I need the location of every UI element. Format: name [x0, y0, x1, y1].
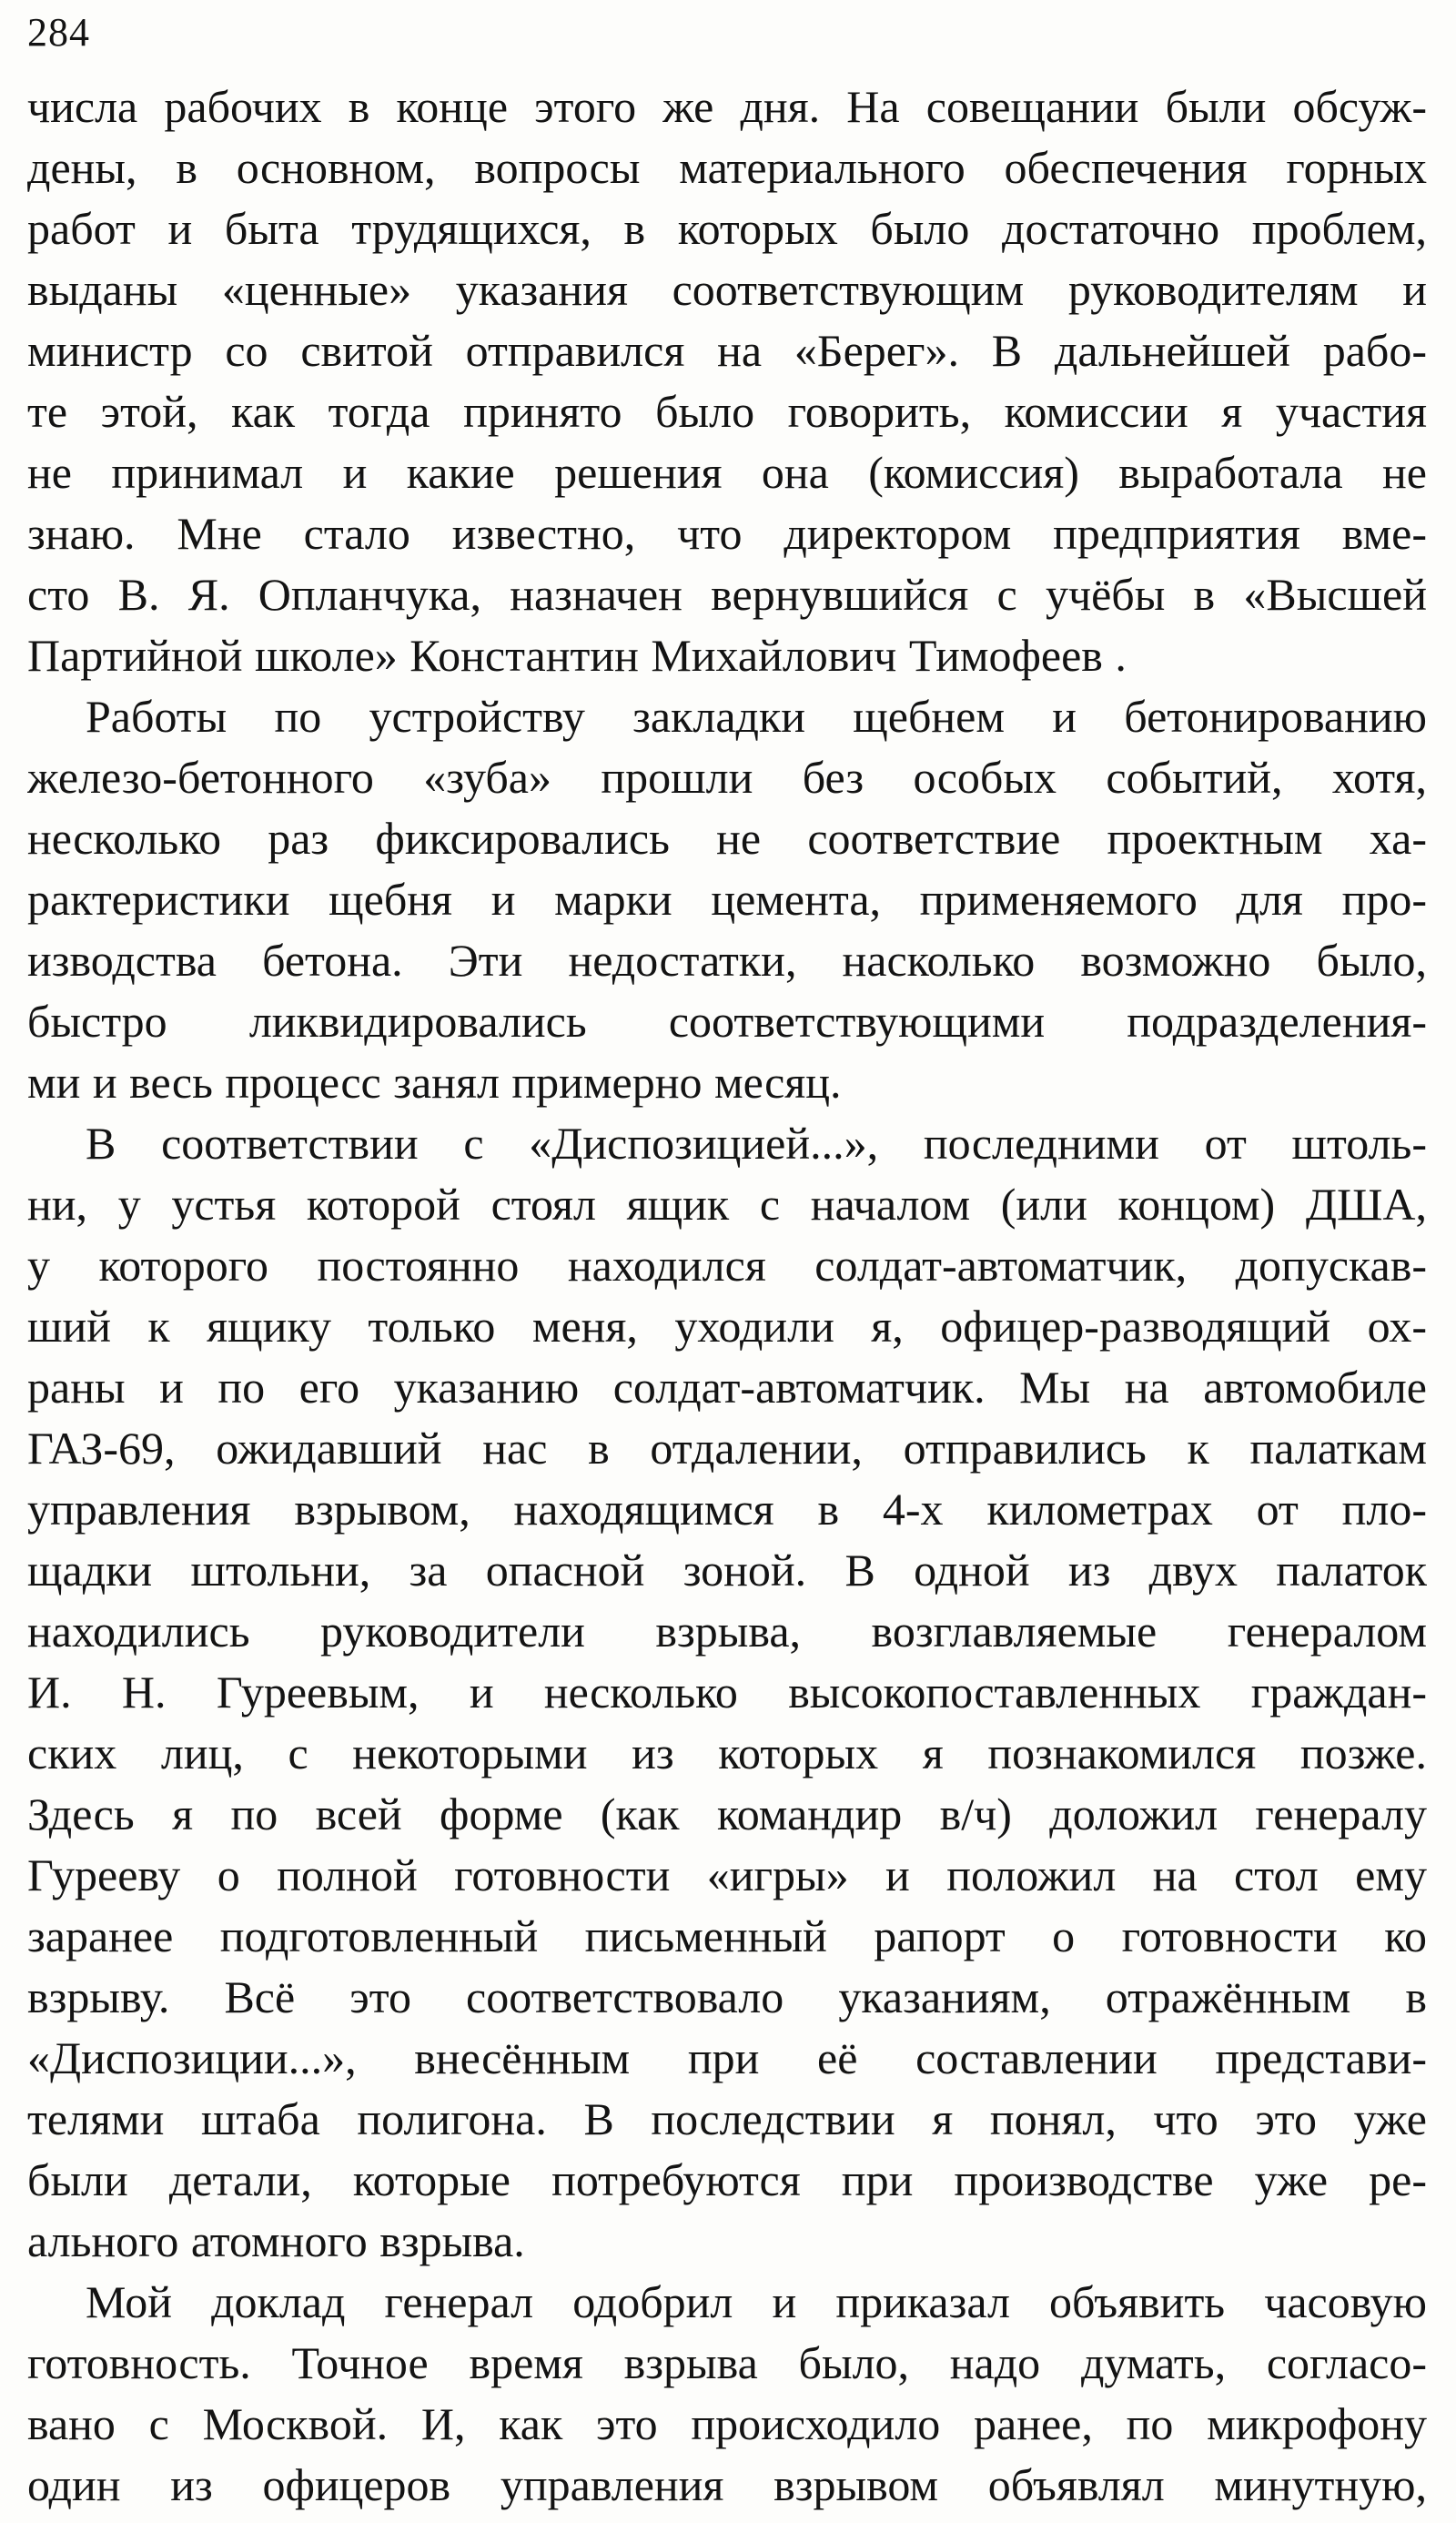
text-line: те этой, как тогда принято было говорить, комиссии я участия: [27, 386, 1427, 437]
text-line: Мой доклад генерал одобрил и приказал объявить часовую: [86, 2276, 1427, 2327]
text-line: ший к ящику только меня, уходили я, офицер-разводящий ох-: [27, 1301, 1427, 1352]
text-line: не принимал и какие решения она (комиссия) выработала не: [27, 447, 1427, 498]
text-line: дены, в основном, вопросы материального обеспечения горных: [27, 142, 1427, 193]
page-number: 284: [27, 10, 90, 55]
text-line: министр со свитой отправился на «Берег». В дальнейшей рабо-: [27, 325, 1427, 376]
text-line: находились руководители взрыва, возглавляемые генералом: [27, 1606, 1427, 1657]
text-line: «Диспозиции...», внесённым при её составлении представи-: [27, 2032, 1427, 2083]
text-line: один из офицеров управления взрывом объявлял минутную,: [27, 2459, 1427, 2510]
text-block: [27, 76, 1427, 2516]
text-line: у которого постоянно находился солдат-автоматчик, допускав-: [27, 1240, 1427, 1291]
text-line: взрыву. Всё это соответствовало указаниям, отражённым в: [27, 1971, 1427, 2022]
text-line: вано с Москвой. И, как это происходило ранее, по микрофону: [27, 2398, 1427, 2449]
text-line: Гурееву о полной готовности «игры» и положил на стол ему: [27, 1849, 1427, 1900]
text-line: щадки штольни, за опасной зоной. В одной из двух палаток: [27, 1545, 1427, 1596]
text-line: несколько раз фиксировались не соответствие проектным ха-: [27, 813, 1427, 864]
text-line: выданы «ценные» указания соответствующим руководителям и: [27, 264, 1427, 315]
text-line: ских лиц, с некоторыми из которых я познакомился позже.: [27, 1728, 1427, 1778]
text-line: И. Н. Гуреевым, и несколько высокопоставленных граждан-: [27, 1667, 1427, 1717]
text-line: сто В. Я. Опланчука, назначен вернувшийся с учёбы в «Высшей: [27, 569, 1427, 620]
text-line: ГАЗ-69, ожидавший нас в отдалении, отправились к палаткам: [27, 1423, 1427, 1474]
text-line: быстро ликвидировались соответствующими подразделения-: [27, 996, 1427, 1047]
text-line: Работы по устройству закладки щебнем и бетонированию: [86, 691, 1427, 742]
text-line: раны и по его указанию солдат-автоматчик. Мы на автомобиле: [27, 1362, 1427, 1413]
text-line: работ и быта трудящихся, в которых было достаточно проблем,: [27, 203, 1427, 254]
text-line: ми и весь процесс занял примерно месяц.: [27, 1057, 842, 1108]
text-line: готовность. Точное время взрыва было, надо думать, согласо-: [27, 2337, 1427, 2388]
text-line: знаю. Мне стало известно, что директором предприятия вме-: [27, 508, 1427, 559]
text-line: управления взрывом, находящимся в 4-х километрах от пло-: [27, 1484, 1427, 1535]
text-line: рактеристики щебня и марки цемента, применяемого для про-: [27, 874, 1427, 925]
text-line: Здесь я по всей форме (как командир в/ч) доложил генералу: [27, 1788, 1427, 1839]
text-line: железо-бетонного «зуба» прошли без особых событий, хотя,: [27, 752, 1427, 803]
text-line: Партийной школе» Константин Михайлович Тимофеев .: [27, 630, 1127, 681]
text-line: телями штаба полигона. В последствии я понял, что это уже: [27, 2093, 1427, 2144]
text-line: были детали, которые потребуются при производстве уже ре-: [27, 2154, 1427, 2205]
text-line: заранее подготовленный письменный рапорт о готовности ко: [27, 1910, 1427, 1961]
text-line: ни, у устья которой стоял ящик с началом (или концом) ДША,: [27, 1179, 1427, 1230]
text-line: числа рабочих в конце этого же дня. На совещании были обсуж-: [27, 81, 1427, 132]
text-line: ального атомного взрыва.: [27, 2215, 525, 2266]
text-line: изводства бетона. Эти недостатки, насколько возможно было,: [27, 935, 1427, 986]
text-line: В соответствии с «Диспозицией...», последними от штоль-: [86, 1118, 1427, 1169]
